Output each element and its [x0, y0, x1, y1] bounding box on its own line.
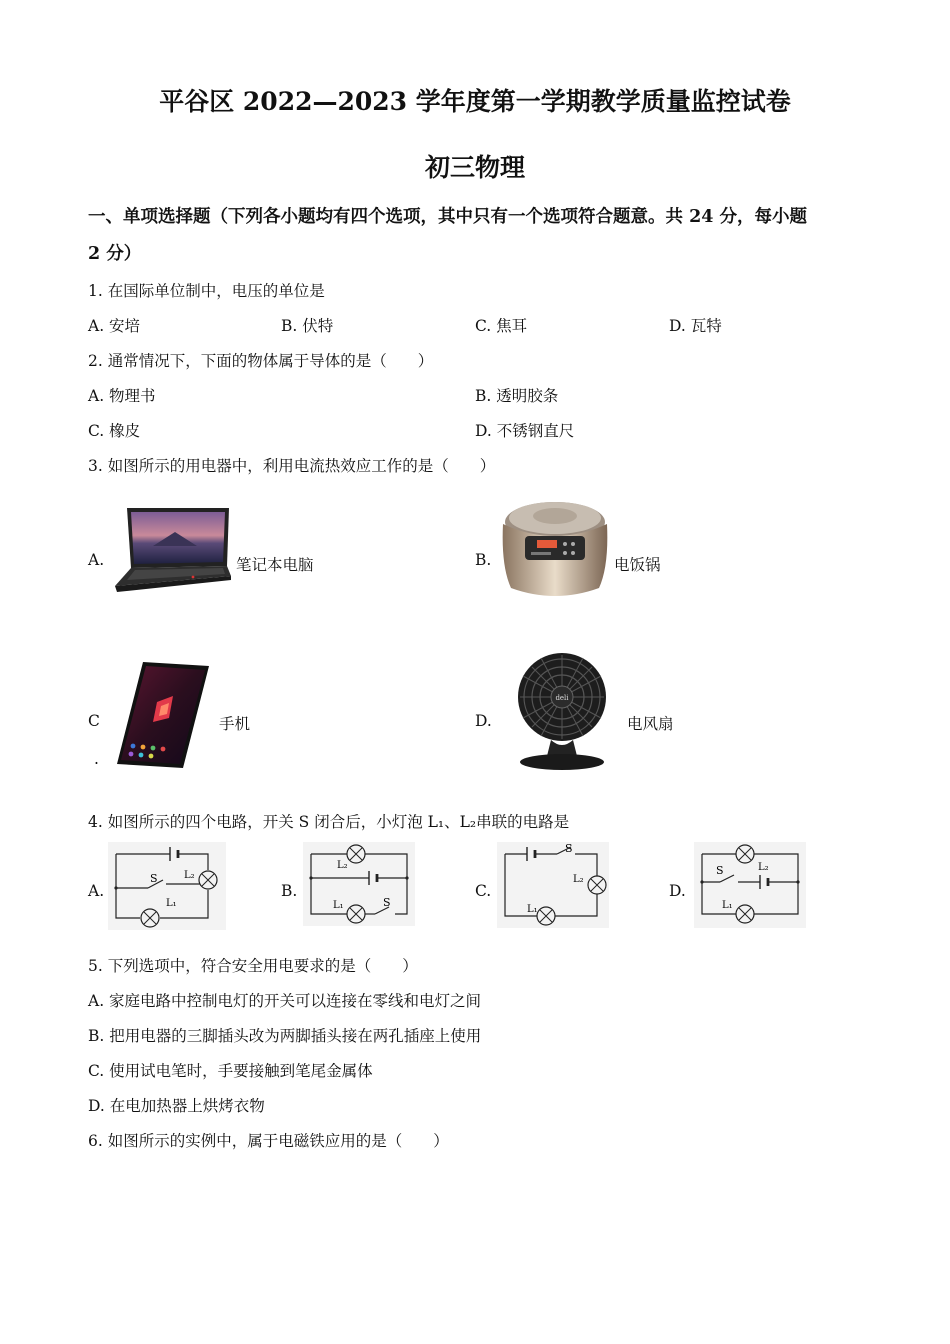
circuit-a-lamp2-label: L₂ — [184, 870, 195, 881]
q5-option-a: A. 家庭电路中控制电灯的开关可以连接在零线和电灯之间 — [88, 992, 482, 1010]
circuit-d-lamp1-label: L₁ — [722, 900, 733, 911]
circuit-b-lamp1-label: L₁ — [333, 900, 344, 911]
q1-stem: 1. 在国际单位制中，电压的单位是 — [88, 282, 325, 300]
circuit-c-lamp1-label: L₁ — [527, 904, 538, 915]
q3-option-c-letter: C — [88, 712, 100, 730]
exam-title: 平谷区 2022—2023 学年度第一学期教学质量监控试卷 — [159, 87, 791, 116]
rice-cooker-image — [497, 496, 613, 606]
circuit-b-switch-label: S — [383, 896, 391, 909]
laptop-image — [113, 506, 233, 594]
q2-stem: 2. 通常情况下，下面的物体属于导体的是（ ） — [88, 352, 434, 370]
circuit-c-diagram — [497, 842, 609, 928]
fan-image — [515, 650, 609, 772]
q3-option-b-label: 电饭锅 — [614, 556, 661, 574]
circuit-d-diagram — [694, 842, 806, 928]
q4-option-d-letter: D. — [669, 882, 686, 900]
circuit-b-lamp2-label: L₂ — [337, 860, 348, 871]
q5-stem: 5. 下列选项中，符合安全用电要求的是（ ） — [88, 957, 418, 975]
q6-stem: 6. 如图所示的实例中，属于电磁铁应用的是（ ） — [88, 1132, 449, 1150]
q3-option-a-label: 笔记本电脑 — [236, 556, 314, 574]
q3-option-d-letter: D. — [475, 712, 492, 730]
q3-option-a-letter: A. — [88, 551, 105, 569]
q5-option-d: D. 在电加热器上烘烤衣物 — [88, 1097, 265, 1115]
q3-option-d-label: 电风扇 — [627, 715, 674, 733]
circuit-a-diagram — [108, 842, 226, 930]
q1-option-d: D. 瓦特 — [669, 317, 722, 335]
q1-option-a: A. 安培 — [88, 317, 141, 335]
q2-option-c: C. 橡皮 — [88, 422, 141, 440]
section-heading-line2: 2 分） — [88, 244, 142, 264]
q4-option-b-letter: B. — [281, 882, 298, 900]
q4-stem: 4. 如图所示的四个电路，开关 S 闭合后，小灯泡 L₁、L₂串联的电路是 — [88, 813, 570, 831]
q3-option-c-label: 手机 — [219, 715, 251, 733]
circuit-d-switch-label: S — [716, 864, 724, 877]
subject-title: 初三物理 — [424, 153, 525, 182]
section-heading-line1: 一、单项选择题（下列各小题均有四个选项，其中只有一个选项符合题意。共 24 分，每小题 — [88, 207, 808, 227]
phone-image — [113, 660, 213, 772]
circuit-c-switch-label: S — [565, 842, 573, 855]
q4-option-c-letter: C. — [475, 882, 492, 900]
q1-option-b: B. 伏特 — [281, 317, 334, 335]
q1-option-c: C. 焦耳 — [475, 317, 528, 335]
circuit-a-lamp1-label: L₁ — [166, 898, 177, 909]
q2-option-d: D. 不锈钢直尺 — [475, 422, 575, 440]
q2-option-b: B. 透明胶条 — [475, 387, 559, 405]
q4-option-a-letter: A. — [88, 882, 105, 900]
circuit-c-lamp2-label: L₂ — [573, 874, 584, 885]
circuit-b-diagram — [303, 842, 415, 926]
q5-option-c: C. 使用试电笔时，手要接触到笔尾金属体 — [88, 1062, 373, 1080]
circuit-d-lamp2-label: L₂ — [758, 862, 769, 873]
q2-option-a: A. 物理书 — [88, 387, 156, 405]
q3-option-b-letter: B. — [475, 551, 492, 569]
circuit-a-switch-label: S — [150, 872, 158, 885]
q3-stray-dot: . — [94, 750, 99, 768]
q3-stem: 3. 如图所示的用电器中，利用电流热效应工作的是（ ） — [88, 457, 496, 475]
fan-brand-logo: deli — [555, 694, 569, 702]
q5-option-b: B. 把用电器的三脚插头改为两脚插头接在两孔插座上使用 — [88, 1027, 482, 1045]
